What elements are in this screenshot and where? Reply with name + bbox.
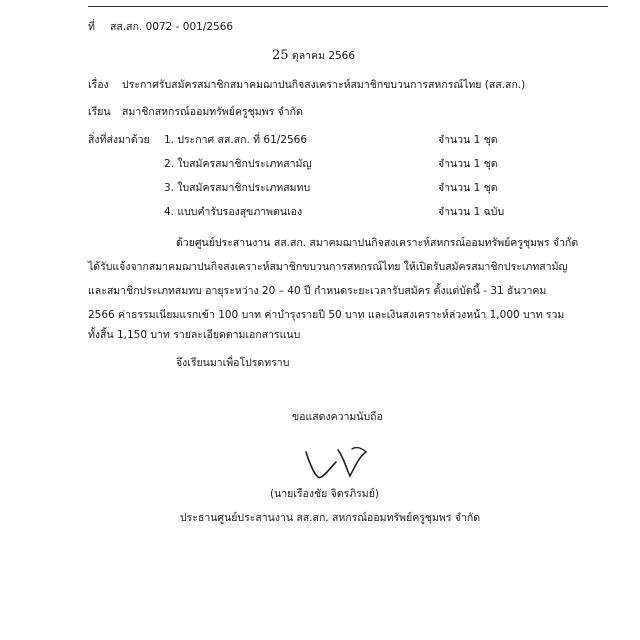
enclosure-qty: จำนวน 1 ชุด	[438, 158, 498, 170]
body-line: 2566 ค่าธรรมเนียมแรกเข้า 100 บาท ค่าบำรุงรายปี 50 บาท และเงินสงเคราะห์ล่วงหน้า 1,000 บาท รวม	[88, 309, 565, 321]
enclosure-item: 4. แบบคำรับรองสุขภาพตนเอง	[164, 206, 303, 218]
closing-text: จึงเรียนมาเพื่อโปรดทราบ	[176, 357, 290, 369]
subject-label: เรื่อง	[88, 79, 109, 91]
enclosure-item: 3. ใบสมัครสมาชิกประเภทสมทบ	[164, 182, 311, 194]
enclosure-qty: จำนวน 1 ชุด	[438, 134, 498, 146]
enclosure-item: 2. ใบสมัครสมาชิกประเภทสามัญ	[164, 158, 312, 170]
date-line	[272, 49, 355, 63]
salutation-label: เรียน	[88, 106, 111, 118]
subject-text: ประกาศรับสมัครสมาชิกสมาคมฌาปนกิจสงเคราะห์สมาชิกขบวนการสหกรณ์ไทย (สส.สก.)	[122, 79, 526, 91]
date-day: 25	[272, 48, 289, 63]
date-month-year: ตุลาคม 2566	[291, 50, 356, 62]
reference-label: ที่	[88, 21, 95, 33]
enclosure-qty: จำนวน 1 ชุด	[438, 182, 498, 194]
body-line: ทั้งสิ้น 1,150 บาท รายละเอียดตามเอกสารแนบ	[88, 329, 301, 341]
body-line: ด้วยศูนย์ประสานงาน สส.สก. สมาคมฌาปนกิจสงเคราะห์สหกรณ์ออมทรัพย์ครูชุมพร จำกัด	[176, 237, 579, 249]
regards-text: ขอแสดงความนับถือ	[292, 411, 383, 423]
signatory-position: ประธานศูนย์ประสานงาน สส.สก. สหกรณ์ออมทรัพย์ครูชุมพร จำกัด	[180, 512, 481, 524]
enclosure-item: 1. ประกาศ สส.สก. ที่ 61/2566	[164, 134, 308, 146]
top-rule	[88, 6, 608, 7]
reference-number: สส.สก. 0072 - 001/2566	[110, 21, 234, 33]
body-line: ได้รับแจ้งจากสมาคมฌาปนกิจสงเคราะห์สมาชิกขบวนการสหกรณ์ไทย ให้เปิดรับสมัครสมาชิกประเภทสามัญ	[88, 261, 568, 273]
signatory-name: (นายเรืองชัย จิตรภิรมย์)	[270, 488, 379, 500]
enclosure-qty: จำนวน 1 ฉบับ	[438, 206, 505, 218]
salutation-text: สมาชิกสหกรณ์ออมทรัพย์ครูชุมพร จำกัด	[122, 106, 303, 118]
body-line: และสมาชิกประเภทสมทบ อายุระหว่าง 20 – 40 ปี กำหนดระยะเวลารับสมัคร ตั้งแต่บัดนี้ - 31 ธันวาคม	[88, 285, 547, 297]
handwritten-signature	[300, 440, 380, 484]
enclosures-label: สิ่งที่ส่งมาด้วย	[88, 134, 150, 146]
